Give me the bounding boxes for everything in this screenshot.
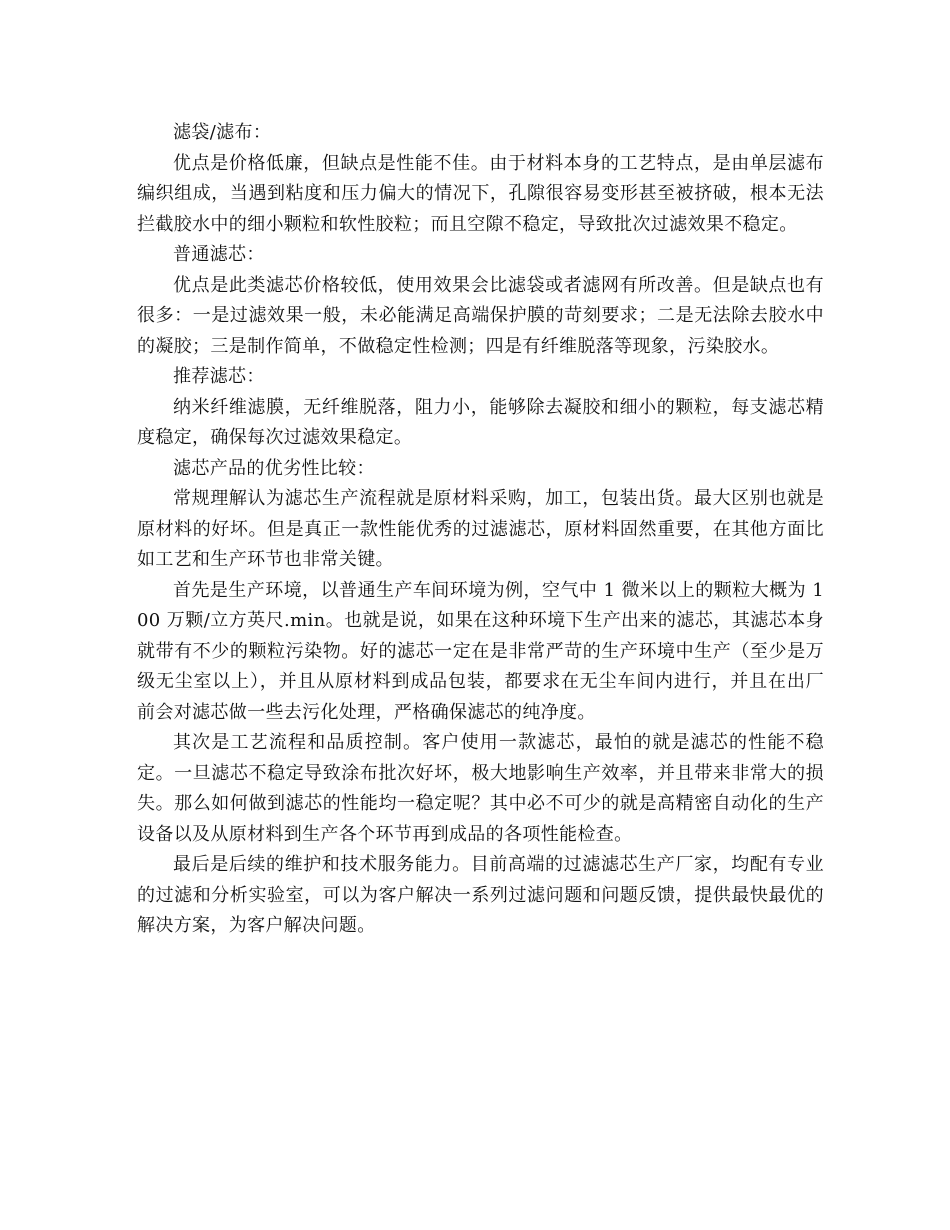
- paragraph-filter-bag: 优点是价格低廉，但缺点是性能不佳。由于材料本身的工艺特点，是由单层滤布编织组成，当遇到粘度和压力偏大的情况下，孔隙很容易变形甚至被挤破，根本无法拦截胶水中的细小颗粒和软性胶粒；而且空隙不稳定，导致批次过滤效果不稳定。: [137, 152, 824, 235]
- paragraph-recommended-filter: 纳米纤维滤膜，无纤维脱落，阻力小，能够除去凝胶和细小的颗粒，每支滤芯精度稳定，确保每次过滤效果稳定。: [137, 396, 824, 448]
- heading-filter-bag: 滤袋/滤布：: [173, 122, 272, 143]
- paragraph-comparison-intro: 常规理解认为滤芯生产流程就是原材料采购，加工，包装出货。最大区别也就是原材料的好坏。但是真正一款性能优秀的过滤滤芯，原材料固然重要，在其他方面比如工艺和生产环节也非常关键。: [137, 488, 824, 570]
- heading-ordinary-filter: 普通滤芯：: [173, 244, 265, 265]
- paragraph-process-quality: 其次是工艺流程和品质控制。客户使用一款滤芯，最怕的就是滤芯的性能不稳定。一旦滤芯不稳定导致涂布批次好坏，极大地影响生产效率，并且带来非常大的损失。那么如何做到滤芯的性能均一稳定呢？其中必不可少的就是高精密自动化的生产设备以及从原材料到生产各个环节再到成品的各项性能检查。: [137, 732, 824, 845]
- paragraph-production-environment: 首先是生产环境，以普通生产车间环境为例，空气中 1 微米以上的颗粒大概为 100 万颗/立方英尺.min。也就是说，如果在这种环境下生产出来的滤芯，其滤芯本身就带有不少的颗粒污染物。好的滤芯一定在是非常严苛的生产环境中生产（至少是万级无尘室以上），并且从原材料到成品包装，都要求在无尘车间内进行，并且在出厂前会对滤芯做一些去污化处理，严格确保滤芯的纯净度。: [137, 579, 824, 723]
- heading-comparison: 滤芯产品的优劣性比较：: [173, 457, 375, 479]
- paragraph-ordinary-filter: 优点是此类滤芯价格较低，使用效果会比滤袋或者滤网有所改善。但是缺点也有很多：一是过滤效果一般，未必能满足高端保护膜的苛刻要求；二是无法除去胶水中的凝胶；三是制作简单，不做稳定性检测；四是有纤维脱落等现象，污染胶水。: [137, 274, 824, 357]
- paragraph-service: 最后是后续的维护和技术服务能力。目前高端的过滤滤芯生产厂家，均配有专业的过滤和分析实验室，可以为客户解决一系列过滤问题和问题反馈，提供最快最优的解决方案，为客户解决问题。: [137, 854, 824, 936]
- heading-recommended-filter: 推荐滤芯：: [173, 366, 265, 387]
